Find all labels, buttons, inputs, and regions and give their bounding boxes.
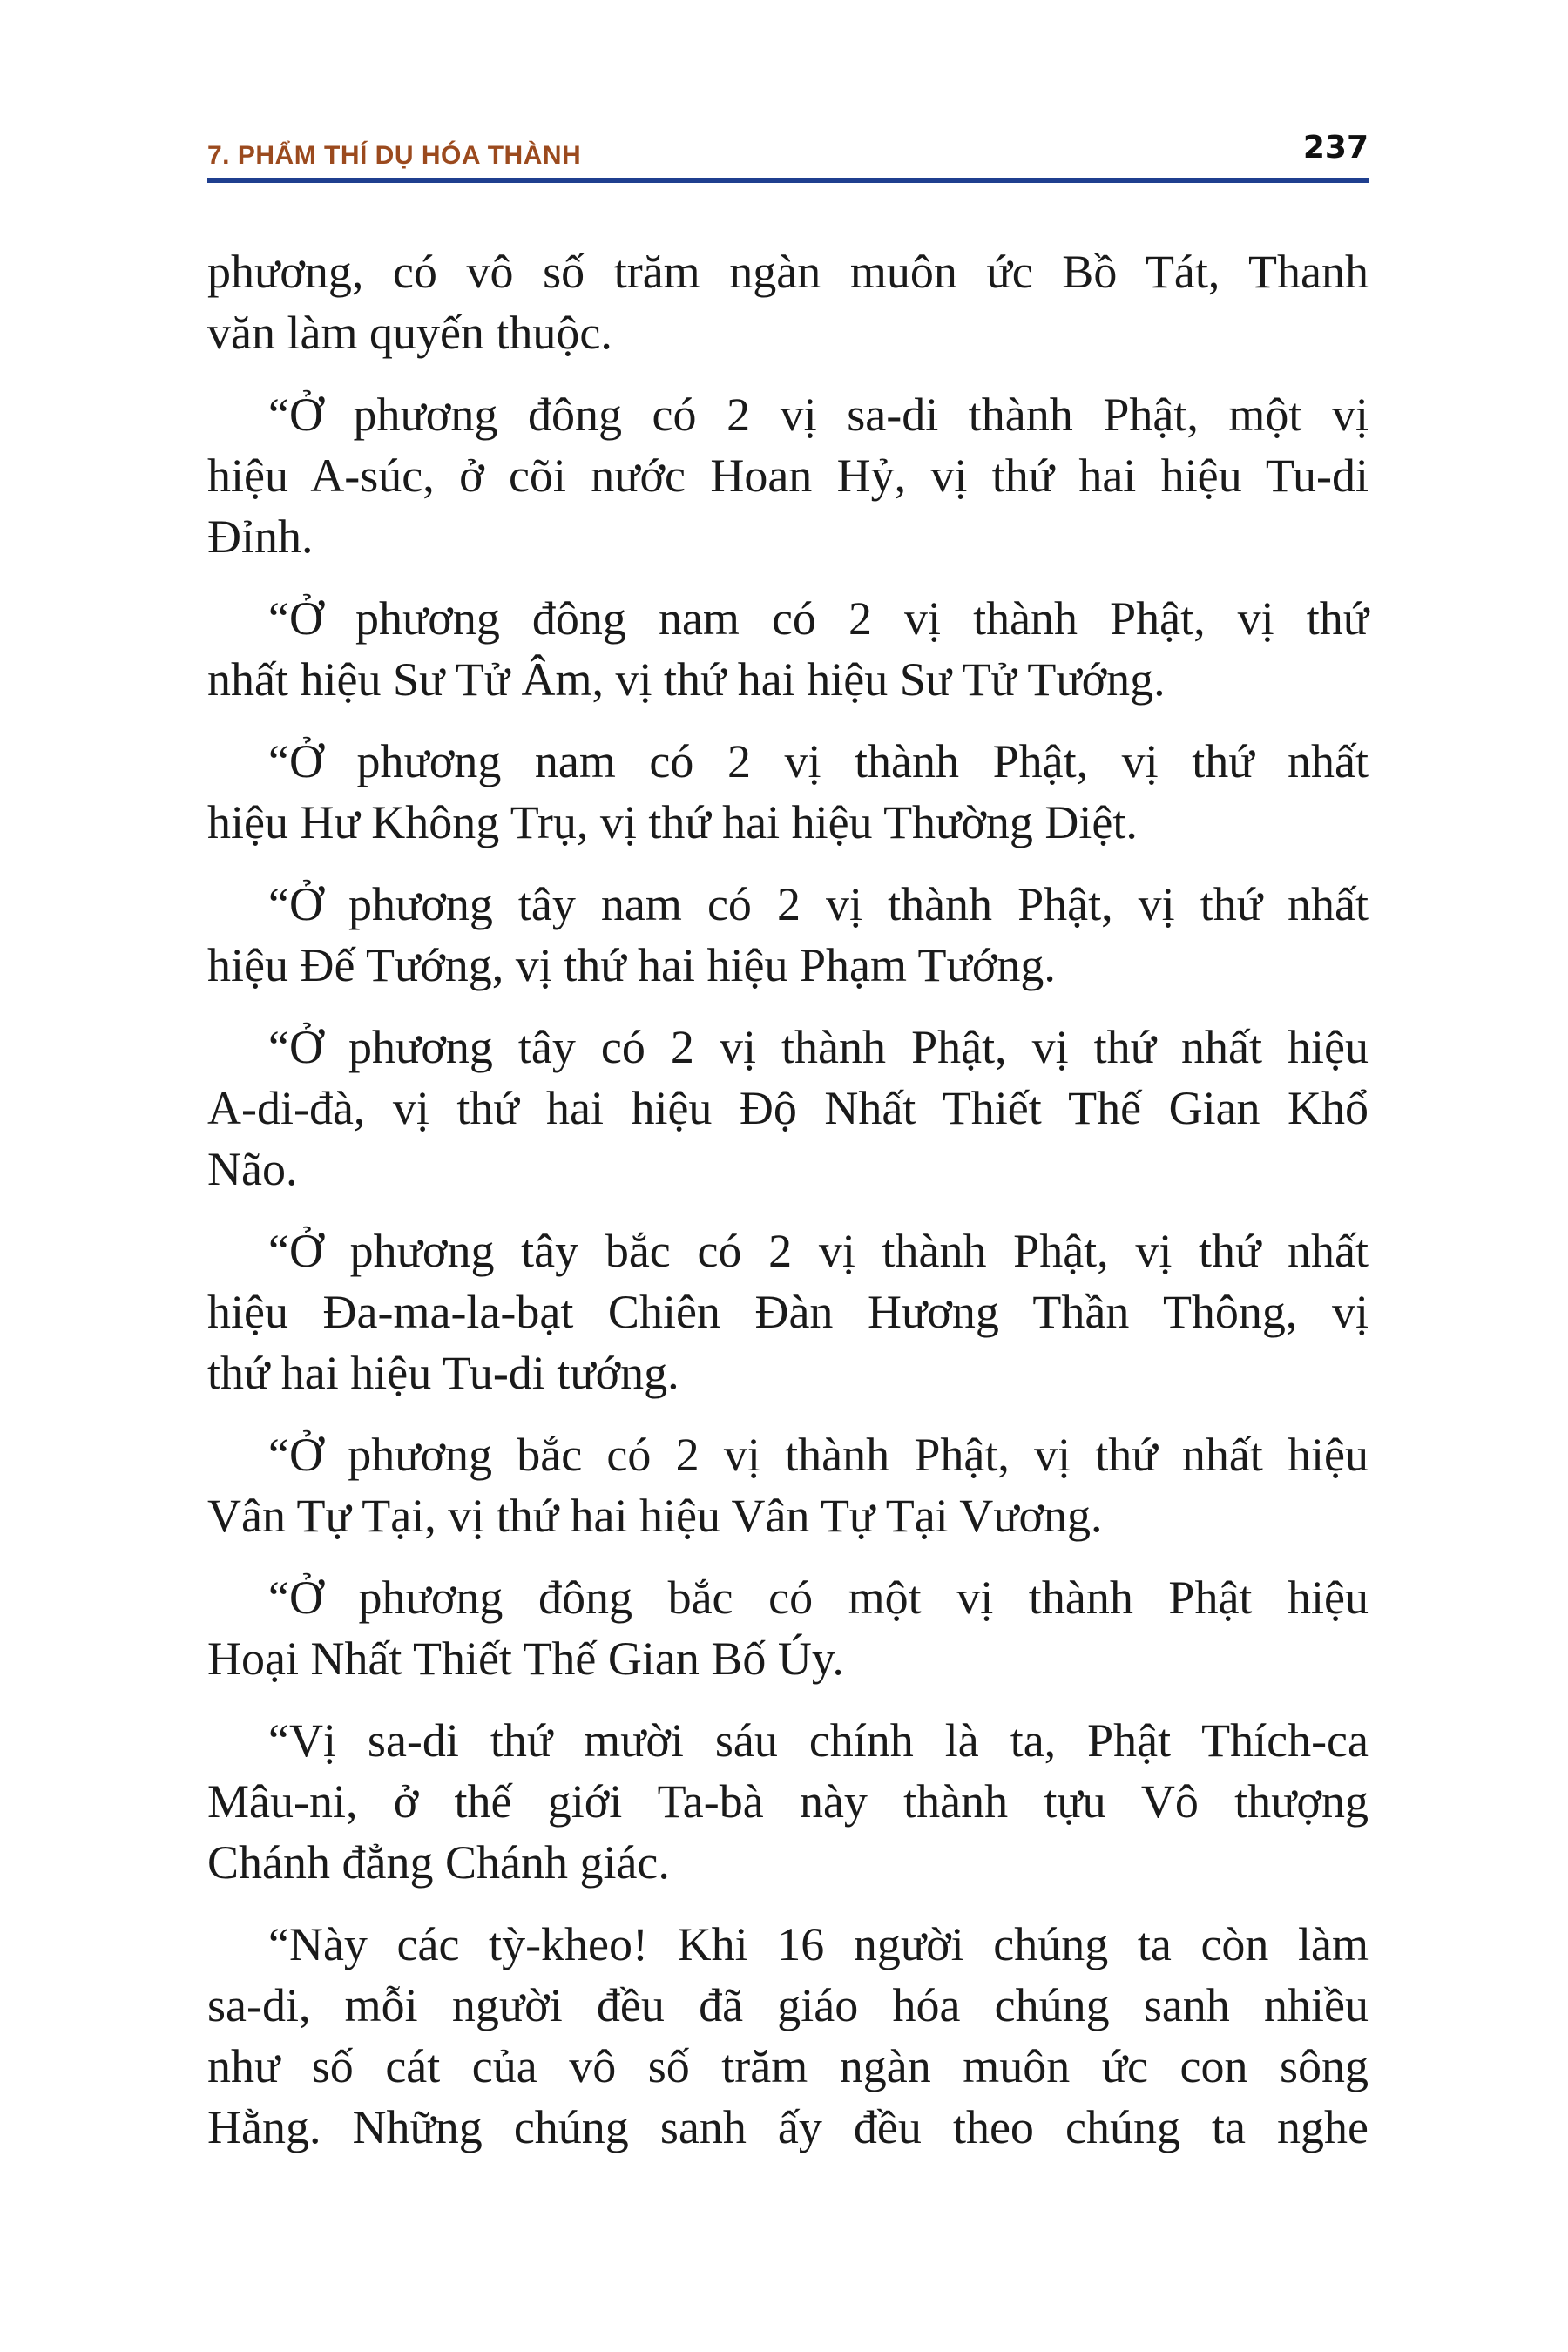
text-line: “Ở phương đông bắc có một vị thành Phật hiệu bbox=[268, 1571, 1369, 1624]
text-line: như số cát của vô số trăm ngàn muôn ức con sông bbox=[207, 2040, 1369, 2092]
text-line: Hằng. Những chúng sanh ấy đều theo chúng ta nghe bbox=[207, 2101, 1369, 2153]
text-line: thứ hai hiệu Tu-di tướng. bbox=[207, 1347, 679, 1399]
paragraph bbox=[207, 1220, 1369, 1403]
text-line: “Ở phương tây bắc có 2 vị thành Phật, vị thứ nhất bbox=[268, 1225, 1369, 1277]
text-line: Não. bbox=[207, 1143, 298, 1195]
paragraph bbox=[207, 1914, 1369, 2158]
text-line: Vân Tự Tại, vị thứ hai hiệu Vân Tự Tại Vương. bbox=[207, 1490, 1103, 1542]
text-line: Đỉnh. bbox=[207, 510, 314, 563]
chapter-title: 7. PHẨM THÍ DỤ HÓA THÀNH bbox=[207, 141, 582, 170]
text-line: hiệu A-súc, ở cõi nước Hoan Hỷ, vị thứ hai hiệu Tu-di bbox=[207, 449, 1369, 502]
text-line: sa-di, mỗi người đều đã giáo hóa chúng sanh nhiều bbox=[207, 1979, 1369, 2031]
text-line: hiệu Hư Không Trụ, vị thứ hai hiệu Thường Diệt. bbox=[207, 796, 1138, 848]
text-line: văn làm quyến thuộc. bbox=[207, 307, 612, 359]
body-text bbox=[207, 241, 1369, 2179]
text-line: “Ở phương tây có 2 vị thành Phật, vị thứ nhất hiệu bbox=[268, 1021, 1369, 1073]
paragraph bbox=[207, 731, 1369, 853]
text-line: Hoại Nhất Thiết Thế Gian Bố Úy. bbox=[207, 1632, 844, 1685]
paragraph bbox=[207, 241, 1369, 363]
running-header bbox=[207, 131, 1369, 183]
text-line: Chánh đẳng Chánh giác. bbox=[207, 1836, 670, 1889]
text-line: “Ở phương đông có 2 vị sa-di thành Phật, một vị bbox=[268, 389, 1369, 441]
text-line: hiệu Đế Tướng, vị thứ hai hiệu Phạm Tướng. bbox=[207, 939, 1056, 991]
page-number: 237 bbox=[1302, 130, 1369, 166]
paragraph bbox=[207, 588, 1369, 710]
text-line: hiệu Đa-ma-la-bạt Chiên Đàn Hương Thần Thông, vị bbox=[207, 1286, 1369, 1338]
paragraph bbox=[207, 874, 1369, 996]
text-line: nhất hiệu Sư Tử Âm, vị thứ hai hiệu Sư Tử Tướng. bbox=[207, 653, 1166, 706]
text-line: Mâu-ni, ở thế giới Ta-bà này thành tựu Vô thượng bbox=[207, 1775, 1369, 1828]
paragraph bbox=[207, 1424, 1369, 1546]
paragraph bbox=[207, 384, 1369, 567]
text-line: “Ở phương nam có 2 vị thành Phật, vị thứ nhất bbox=[268, 735, 1369, 787]
paragraph bbox=[207, 1710, 1369, 1893]
text-line: “Ở phương tây nam có 2 vị thành Phật, vị thứ nhất bbox=[268, 878, 1369, 930]
paragraph bbox=[207, 1017, 1369, 1200]
text-line: “Ở phương bắc có 2 vị thành Phật, vị thứ nhất hiệu bbox=[268, 1429, 1369, 1481]
text-line: phương, có vô số trăm ngàn muôn ức Bồ Tát, Thanh bbox=[207, 246, 1369, 298]
text-line: “Này các tỳ-kheo! Khi 16 người chúng ta còn làm bbox=[268, 1918, 1369, 1970]
text-line: “Vị sa-di thứ mười sáu chính là ta, Phật Thích-ca bbox=[268, 1714, 1369, 1767]
paragraph bbox=[207, 1567, 1369, 1689]
text-line: “Ở phương đông nam có 2 vị thành Phật, vị thứ bbox=[268, 592, 1369, 645]
text-line: A-di-đà, vị thứ hai hiệu Độ Nhất Thiết Thế Gian Khổ bbox=[207, 1082, 1369, 1134]
